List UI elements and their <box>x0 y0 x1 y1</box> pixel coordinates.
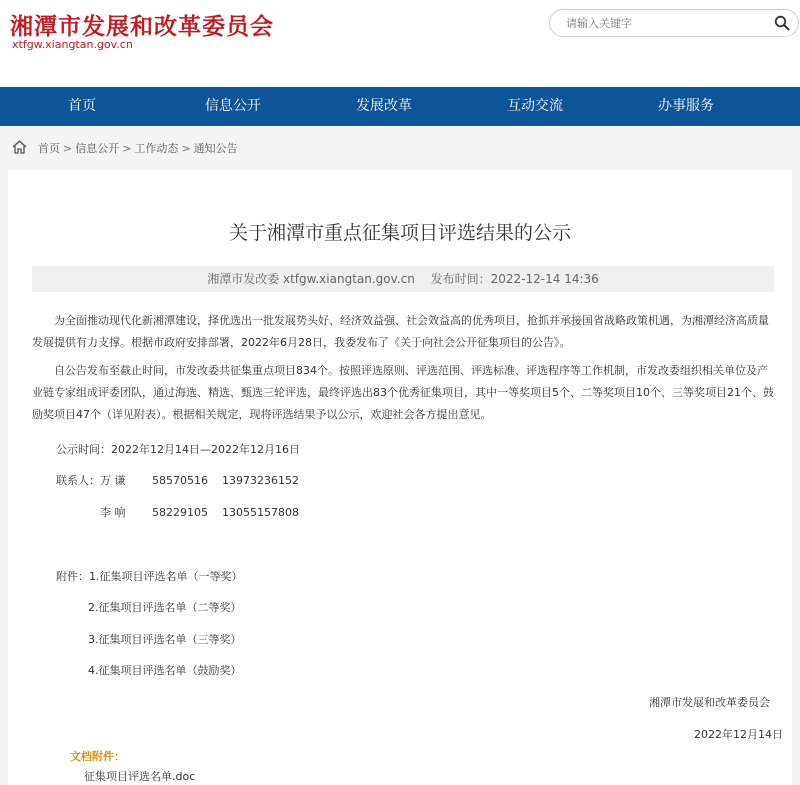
contact-phone: 58229105 <box>152 506 208 519</box>
contact-row <box>100 504 299 520</box>
doc-attachments-label: 文档附件： <box>70 750 125 763</box>
main-nav <box>0 87 800 126</box>
doc-attachment-link[interactable]: 征集项目评选名单.doc <box>84 770 196 783</box>
article-paragraph: 为全面推动现代化新湘潭建设，择优选出一批发展势头好、经济效益强、社会效益高的优秀项目，抢抓并承接国省战略政策机遇，为湘潭经济高质量发展提供有力支撑。根据市政府安排部署，2022年6月28日，我委发布了《关于向社会公开征集项目的公告》。 <box>32 314 769 349</box>
breadcrumb-separator: > <box>63 142 73 155</box>
breadcrumb-info-disclosure[interactable]: 信息公开 <box>75 142 120 155</box>
breadcrumb-separator: > <box>122 142 132 155</box>
attachment-item: 4.征集项目评选名单（鼓励奖） <box>88 664 242 677</box>
breadcrumb-work-news[interactable]: 工作动态 <box>134 142 179 155</box>
nav-item-home[interactable]: 首页 <box>68 98 96 114</box>
search-icon[interactable] <box>774 15 790 31</box>
contact-label: 联系人： <box>56 474 100 487</box>
contact-name: 李 响 <box>100 506 126 519</box>
home-icon <box>12 140 27 154</box>
article-card <box>8 170 792 785</box>
nav-item-interaction[interactable]: 互动交流 <box>507 98 563 114</box>
breadcrumb-home[interactable]: 首页 <box>38 142 60 155</box>
article-meta <box>32 266 774 292</box>
article-title: 关于湘潭市重点征集项目评选结果的公示 <box>228 222 571 244</box>
signature-org: 湘潭市发展和改革委员会 <box>649 696 770 709</box>
contact-phone: 58570516 <box>152 474 208 487</box>
contact-row <box>56 472 299 488</box>
site-domain: xtfgw.xiangtan.gov.cn <box>12 38 133 51</box>
nav-item-development-reform[interactable]: 发展改革 <box>356 98 412 114</box>
contact-mobile: 13973236152 <box>222 474 299 487</box>
article-publish-time: 发布时间：2022-12-14 14:36 <box>430 272 599 286</box>
attachment-item: 1.征集项目评选名单（一等奖） <box>89 570 243 583</box>
site-logo-title[interactable]: 湘潭市发展和改革委员会 <box>10 14 274 40</box>
signature-date: 2022年12月14日 <box>694 728 783 741</box>
breadcrumb-separator: > <box>181 142 191 155</box>
nav-item-services[interactable]: 办事服务 <box>658 98 714 114</box>
nav-item-info-disclosure[interactable]: 信息公开 <box>205 98 261 114</box>
article-source: 湘潭市发改委 xtfgw.xiangtan.gov.cn <box>207 272 415 286</box>
attachment-item: 3.征集项目评选名单（三等奖） <box>88 633 242 646</box>
breadcrumb <box>0 126 800 168</box>
contact-mobile: 13055157808 <box>222 506 299 519</box>
site-header <box>0 0 800 87</box>
search-input[interactable] <box>564 13 758 34</box>
attachments-label: 附件： <box>56 570 89 583</box>
breadcrumb-notices[interactable]: 通知公告 <box>193 142 238 155</box>
attachment-item: 2.征集项目评选名单（二等奖） <box>88 601 242 614</box>
contact-name: 万 谦 <box>100 474 126 487</box>
search-box <box>549 9 799 37</box>
article-paragraph: 自公告发布至截止时间，市发改委共征集重点项目834个。按照评选原则、评选范围、评选标准、评选程序等工作机制，市发改委组织相关单位及产业链专家组成评委团队，通过海选、精选、甄选三轮评选，最终评选出83个优秀征集项目，其中一等奖项目5个、二等奖项目10个、三等奖项目21个、鼓励奖项目47个（详见附表）。根据相关规定，现将评选结果予以公示，欢迎社会各方提出意见。 <box>32 364 774 421</box>
attachment-row <box>56 568 243 584</box>
notice-period: 公示时间：2022年12月14日—2022年12月16日 <box>56 443 300 456</box>
